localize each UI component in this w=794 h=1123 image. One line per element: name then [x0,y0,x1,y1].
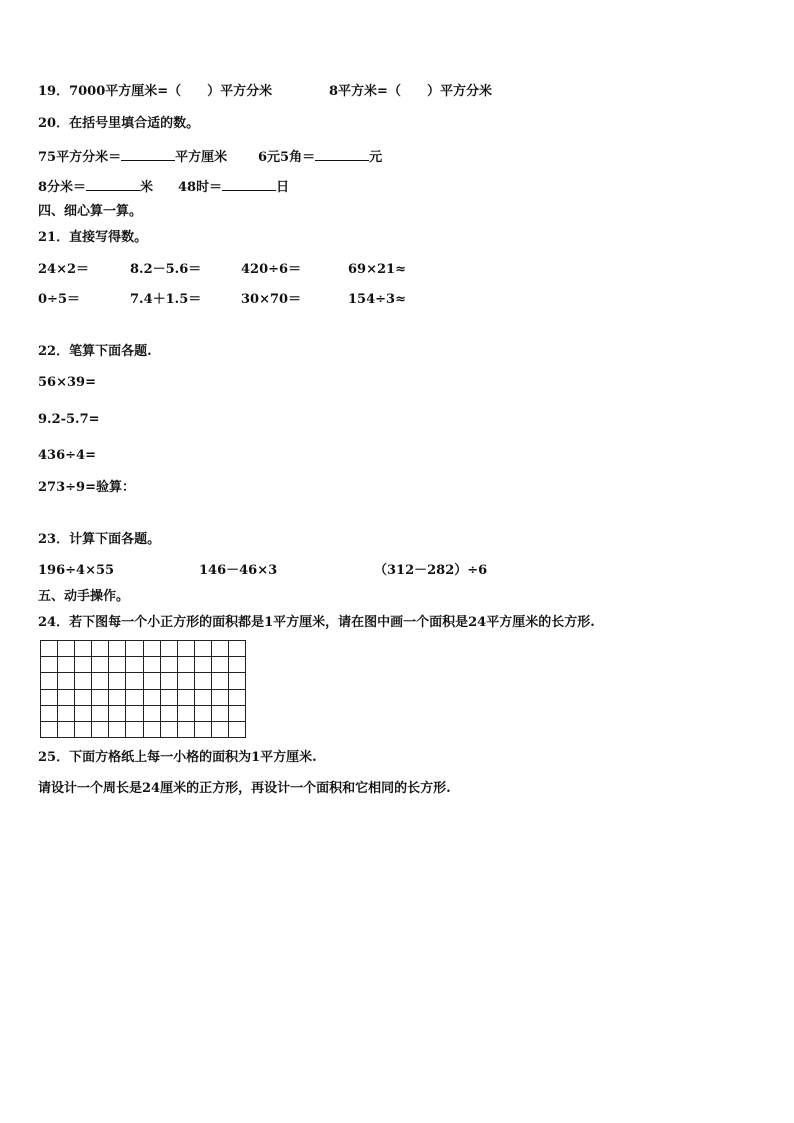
answer-blank[interactable] [315,148,369,161]
q20-r1a-pre: 75平方分米＝ [38,150,122,165]
q20-r1b-post: 元 [369,150,383,165]
q21-title: 21．直接写得数。 [38,230,148,245]
q20-r1b-pre: 6元5角＝ [258,150,316,165]
q20-r2b-pre: 48时＝ [178,180,223,195]
q20-title: 20．在括号里填合适的数。 [38,116,200,131]
q23-item-1: 196÷4×55 [38,563,115,578]
q21-r1-c4: 69×21≈ [348,262,406,277]
q22-item-1: 56×39= [38,375,96,390]
q25-task: 请设计一个周长是24厘米的正方形，再设计一个面积和它相同的长方形. [38,781,451,796]
q25-title: 25．下面方格纸上每一小格的面积为1平方厘米. [38,750,317,765]
answer-blank[interactable] [121,148,175,161]
q23-title: 23．计算下面各题。 [38,532,161,547]
q21-r2-c2: 7.4＋1.5＝ [130,292,202,307]
q19-part-a: 19．7000平方厘米=（ ）平方分米 [38,84,273,99]
q19-part-b: 8平方米=（ ）平方分米 [329,84,492,99]
q21-r1-c3: 420÷6＝ [241,262,302,277]
q20-r2a-post: 米 [140,180,154,195]
q22-item-4: 273÷9=验算： [38,480,135,495]
q22-title: 22．笔算下面各题. [38,344,152,359]
q21-r1-c1: 24×2＝ [38,262,90,277]
q24-title: 24．若下图每一个小正方形的面积都是1平方厘米，请在图中画一个面积是24平方厘米的长方形. [38,615,595,630]
section-4-heading: 四、细心算一算。 [38,204,143,219]
answer-blank[interactable] [222,178,276,191]
q21-r2-c3: 30×70＝ [241,292,302,307]
q21-r2-c1: 0÷5＝ [38,292,80,307]
q21-r1-c2: 8.2－5.6＝ [130,262,202,277]
q22-item-2: 9.2-5.7= [38,412,100,427]
section-5-heading: 五、动手操作。 [38,589,130,604]
q23-item-2: 146－46×3 [199,563,278,578]
square-grid[interactable] [40,640,246,738]
q22-item-3: 436÷4= [38,448,96,463]
q20-r1a-post: 平方厘米 [175,150,228,165]
q21-r2-c4: 154÷3≈ [348,292,406,307]
q20-r2b-post: 日 [276,180,290,195]
q20-r2a-pre: 8分米＝ [38,180,87,195]
q23-item-3: （312－282）÷6 [374,563,488,578]
answer-blank[interactable] [86,178,140,191]
